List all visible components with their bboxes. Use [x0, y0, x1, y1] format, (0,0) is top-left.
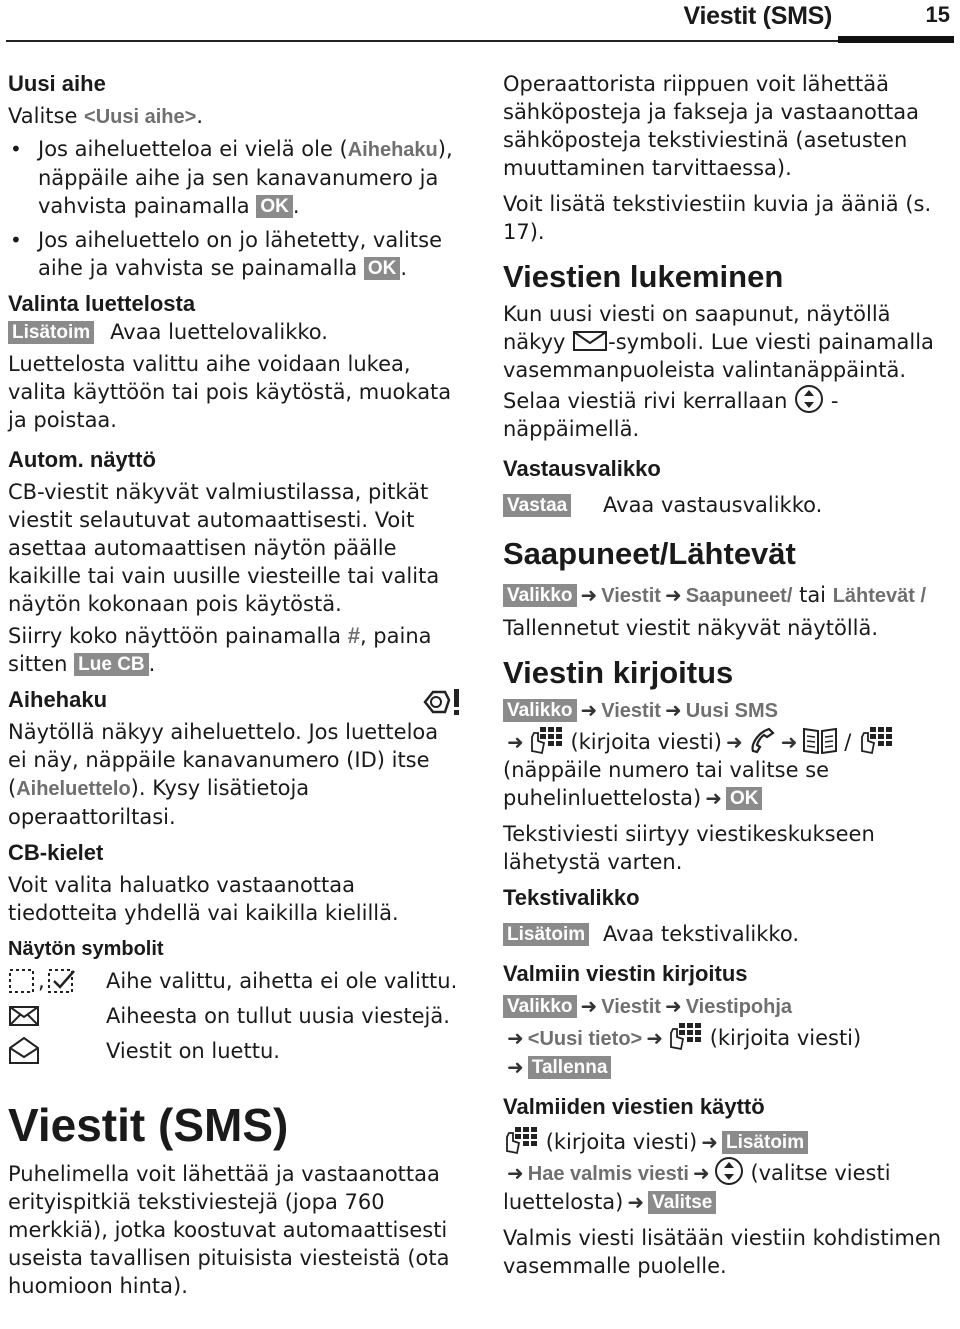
- left-column: [8, 62, 463, 1300]
- arrow-icon: ➜: [664, 994, 682, 1018]
- phone-handset-icon: [747, 725, 777, 755]
- heading-valinta: Valinta luettelosta: [8, 291, 196, 316]
- heading-valmiiden: Valmiiden viestien käyttö: [503, 1094, 765, 1119]
- valmiin-path: Valikko ➜ Viestit ➜ Viestipohja: [503, 992, 951, 1021]
- valinta-key-row: Lisätoim Avaa luettelovalikko.: [8, 318, 463, 346]
- arrow-icon: ➜: [580, 994, 598, 1018]
- heading-lukeminen: Viestien lukeminen: [503, 259, 784, 294]
- arrow-icon: ➜: [580, 698, 598, 722]
- aihehaku-text: Näytöllä näkyy aiheluettelo. Jos luetteloa ei näy, näppäile kanavanumero (ID) itse (Aiheluettelo). Kysy lisätietoja operaattoriltasi.: [8, 720, 439, 829]
- valmiin-path2: ➜ <Uusi tieto> ➜ (kirjoita viesti): [503, 1021, 951, 1053]
- lisatoim-key: Lisätoim: [503, 923, 589, 946]
- bullet-item: • Jos aiheluettelo on jo lähetetty, valitse aihe ja vahvista se painamalla OK .: [8, 226, 463, 282]
- tekstivalikko-key-row: Lisätoim Avaa tekstivalikko.: [503, 920, 951, 948]
- open-envelope-icon: [8, 1036, 40, 1066]
- valikko-key: Valikko: [503, 699, 577, 722]
- arrow-icon: ➜: [664, 698, 682, 722]
- bullet-item: • Jos aiheluetteloa ei vielä ole (Aihehaku), näppäile aihe ja sen kanavanumero ja vahvista painamalla OK .: [8, 135, 463, 220]
- arrow-icon: ➜: [725, 730, 743, 754]
- intro-text2: Voit lisätä tekstiviestiin kuvia ja ääniä (s. 17).: [503, 192, 932, 244]
- kirjoitus-dial: (näppäile numero tai valitse se puhelinluettelosta) ➜ OK: [503, 758, 830, 810]
- kirjoitus-path2: ➜ (kirjoita viesti) ➜ ➜ /: [503, 725, 951, 756]
- ok-key: OK: [726, 787, 763, 810]
- symbol-row: Aiheesta on tullut uusia viestejä.: [8, 998, 463, 1033]
- valikko-key: Valikko: [503, 995, 577, 1018]
- checkbox-checked-icon: [47, 967, 77, 995]
- keypad-hand-icon: [667, 1021, 703, 1051]
- valmiiden-path2: ➜ Hae valmis viesti ➜ (valitse viesti luettelosta) ➜ Valitse: [503, 1156, 951, 1216]
- autom-text: CB-viestit näkyvät valmiustilassa, pitkät viestit selautuvat automaattisesti. Voit asettaa automaattisen näytön päälle kaikille tai vain uusille viesteille tai valita näytön kokonaan pois käytöstä.: [8, 480, 440, 616]
- symbol-row: , Aihe valittu, aihetta ei ole valittu.: [8, 963, 463, 998]
- kirjoitus-text: Tekstiviesti siirtyy viestikeskukseen lähetystä varten.: [503, 822, 875, 874]
- display-text-uusi-aihe: <Uusi aihe>: [84, 106, 197, 128]
- lue-cb-key: Lue CB: [74, 653, 149, 676]
- hash-key: #: [347, 623, 360, 648]
- heading-cb-kielet: CB-kielet: [8, 840, 104, 865]
- arrow-icon: ➜: [507, 730, 524, 754]
- aihehaku-heading-row: [8, 686, 463, 718]
- keypad-hand-icon: [528, 725, 564, 755]
- arrow-icon: ➜: [507, 1026, 524, 1050]
- heading-valmiin: Valmiin viestin kirjoitus: [503, 961, 748, 986]
- header-tab-marker: [838, 36, 954, 43]
- heading-saapuneet: Saapuneet/Lähtevät: [503, 536, 796, 571]
- navigation-key-icon: [794, 384, 824, 414]
- header-title: Viestit (SMS): [683, 2, 832, 30]
- sms-text: Puhelimella voit lähettää ja vastaanottaa erityispitkiä tekstiviestejä (jopa 760 merkkiä), jotka koostuvat automaattisesti useista tavallisen pituisista viesteistä (ota huomioon hinta).: [8, 1162, 450, 1298]
- ok-key: OK: [364, 257, 401, 280]
- page-number: 15: [925, 2, 950, 27]
- heading-tekstivalikko: Tekstivalikko: [503, 885, 640, 910]
- valitse-key: Valitse: [648, 1191, 716, 1214]
- navigation-key-icon: [714, 1156, 744, 1186]
- envelope-icon: [572, 329, 608, 353]
- arrow-icon: ➜: [705, 786, 722, 810]
- lukeminen-text2: Selaa viestiä rivi kerrallaan -näppäimellä.: [503, 384, 951, 443]
- saapuneet-path: Valikko ➜ Viestit ➜ Saapuneet/ tai Lähtevät /: [503, 581, 951, 610]
- arrow-icon: ➜: [701, 1130, 718, 1154]
- right-column: [503, 62, 951, 1280]
- lisatoim-key: Lisätoim: [8, 321, 94, 344]
- header-rule: [6, 40, 954, 42]
- keypad-hand-icon: [858, 725, 894, 755]
- checkbox-empty-icon: [8, 967, 36, 995]
- heading-viestit-sms: Viestit (SMS): [8, 1099, 289, 1151]
- heading-uusi-aihe: Uusi aihe: [8, 71, 106, 96]
- intro-text: Operaattorista riippuen voit lähettää sähköposteja ja fakseja ja vastaanottaa sähköposteja tekstiviestinä (asetusten muuttaminen tarvittaessa).: [503, 72, 920, 180]
- page-header: [0, 0, 960, 60]
- arrow-icon: ➜: [627, 1190, 645, 1214]
- heading-symbolit: Näytön symbolit: [8, 938, 164, 960]
- valikko-key: Valikko: [503, 584, 577, 607]
- valmiin-path3: [503, 1053, 951, 1081]
- heading-vastausvalikko: Vastausvalikko: [503, 456, 661, 481]
- envelope-icon: [8, 1004, 40, 1028]
- arrow-icon: ➜: [664, 583, 682, 607]
- phonebook-icon: [802, 725, 838, 755]
- lisatoim-key: Lisätoim: [722, 1131, 808, 1154]
- arrow-icon: ➜: [507, 1055, 524, 1079]
- valmiiden-path: (kirjoita viesti) ➜ Lisätoim: [503, 1125, 951, 1156]
- arrow-icon: ➜: [780, 730, 798, 754]
- valmiiden-text: Valmis viesti lisätään viestiin kohdistimen vasemmalle puolelle.: [503, 1226, 942, 1278]
- heading-kirjoitus: Viestin kirjoitus: [503, 655, 734, 690]
- symbol-row: Viestit on luettu.: [8, 1033, 463, 1068]
- arrow-icon: ➜: [692, 1161, 710, 1185]
- uusi-aihe-bullets: [8, 135, 463, 282]
- tallenna-key: Tallenna: [528, 1056, 612, 1079]
- vastaa-key: Vastaa: [503, 494, 571, 517]
- kirjoitus-path: Valikko ➜ Viestit ➜ Uusi SMS: [503, 696, 951, 725]
- valinta-text: Luettelosta valittu aihe voidaan lukea, valita käyttöön tai pois käytöstä, muokata ja poistaa.: [8, 352, 452, 432]
- heading-autom: Autom. näyttö: [8, 447, 156, 472]
- keypad-hand-icon: [503, 1125, 539, 1155]
- cb-kielet-text: Voit valita haluatko vastaanottaa tiedotteita yhdellä vai kaikilla kielillä.: [8, 873, 399, 925]
- saapuneet-text: Tallennetut viestit näkyvät näytöllä.: [503, 616, 879, 640]
- arrow-icon: ➜: [580, 583, 598, 607]
- arrow-icon: ➜: [507, 1161, 524, 1185]
- lukeminen-text: Kun uusi viesti on saapunut, näytöllä näkyy -symboli. Lue viesti painamalla vasemmanpuoleista valintanäppäintä.: [503, 302, 934, 382]
- ok-key: OK: [256, 195, 293, 218]
- arrow-icon: ➜: [646, 1026, 664, 1050]
- heading-aihehaku: Aihehaku: [8, 687, 108, 712]
- autom-text2: Siirry koko näyttöön painamalla #, paina sitten Lue CB .: [8, 623, 432, 676]
- vastaa-key-row: Vastaa Avaa vastausvalikko.: [503, 491, 951, 519]
- network-warning-icon: [419, 686, 463, 718]
- uusi-aihe-intro: Valitse <Uusi aihe>.: [8, 104, 204, 128]
